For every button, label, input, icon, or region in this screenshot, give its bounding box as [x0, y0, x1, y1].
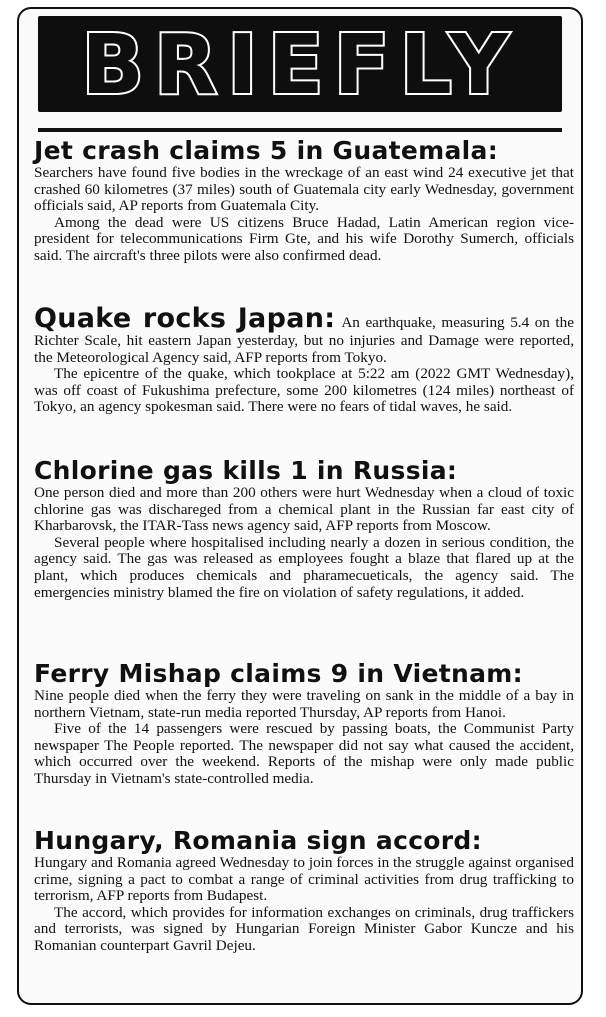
- story-body: [34, 688, 574, 788]
- story-body: [34, 305, 574, 416]
- story-guatemala: [34, 137, 574, 265]
- story-headline: Chlorine gas kills 1 in Russia:: [34, 456, 458, 485]
- story-headline: Jet crash claims 5 in Guatemala:: [34, 136, 498, 165]
- story-vietnam: [34, 660, 574, 788]
- story-headline: Quake rocks Japan:: [34, 303, 336, 334]
- story-headline: Ferry Mishap claims 9 in Vietnam:: [34, 659, 523, 688]
- story-body: [34, 485, 574, 601]
- story-body: [34, 165, 574, 265]
- masthead-banner: [38, 16, 562, 112]
- story-paragraph: Hungary and Romania agreed Wednesday to join forces in the struggle against organised crime, signing a pact to combat a range of criminal activities from drug trafficking to terrorism, AFP reports from Budapest.: [34, 854, 574, 905]
- story-russia: [34, 457, 574, 601]
- story-paragraph: Nine people died when the ferry they were traveling on sank in the middle of a bay in northern Vietnam, state-run media reported Thursday, AP reports from Hanoi.: [34, 687, 574, 721]
- story-paragraph: The accord, which provides for information exchanges on criminals, drug traffickers and terrorists, was signed by Hungarian Foreign Minister Gabor Kuncze and his Romanian counterpart Gavril Dejeu.: [34, 903, 574, 954]
- story-paragraph: Searchers have found five bodies in the wreckage of an east wind 24 executive jet that crashed 60 kilometres (37 miles) south of Guatemala city early Wednesday, government officials said, AP reports from Guatemala City.: [34, 164, 574, 215]
- masthead-rule: [38, 128, 562, 132]
- story-japan: [34, 305, 574, 416]
- story-body: [34, 855, 574, 955]
- story-paragraph: Several people where hospitalised including nearly a dozen in serious condition, the agency said. The gas was released as employees fought a blaze that flared up at the plant, which produces chemicals and pharamecueticals, the agency said. The emergencies ministry blamed the fire on violation of safety regulations, it added.: [34, 533, 574, 601]
- story-paragraph: The epicentre of the quake, which tookplace at 5:22 am (2022 GMT Wednesday), was off coast of Fukushima prefecture, some 200 kilometres (124 miles) northeast of Tokyo, an agency spokesman said. There were no fears of tidal waves, he said.: [34, 365, 574, 416]
- story-paragraph: Five of the 14 passengers were rescued by passing boats, the Communist Party newspaper The People reported. The newspaper did not say what caused the accident, which occurred over the weekend. Reports of the mishap were only made public Thursday in Vietnam's state-controlled media.: [34, 720, 574, 787]
- story-paragraph: One person died and more than 200 others were hurt Wednesday when a cloud of toxic chlorine gas was dischareged from a chemical plant in the Russian far east city of Kharbarovsk, the ITAR-Tass news agency said, AFP reports from Moscow.: [34, 484, 574, 535]
- story-headline: Hungary, Romania sign accord:: [34, 826, 482, 855]
- story-paragraph: An earthquake, measuring 5.4 on the Richter Scale, hit eastern Japan yesterday, but no injuries and Damage were reported, the Meteorological Agency said, AFP reports from Tokyo.: [34, 314, 574, 366]
- story-hungary: [34, 827, 574, 955]
- masthead-title: BRIEFLY: [81, 18, 519, 113]
- story-paragraph: Among the dead were US citizens Bruce Hadad, Latin American region vice-president for telecommunications Firm Gte, and his wife Dorothy Sumerch, officials said. The aircraft's three pilots were also confirmed dead.: [34, 213, 574, 264]
